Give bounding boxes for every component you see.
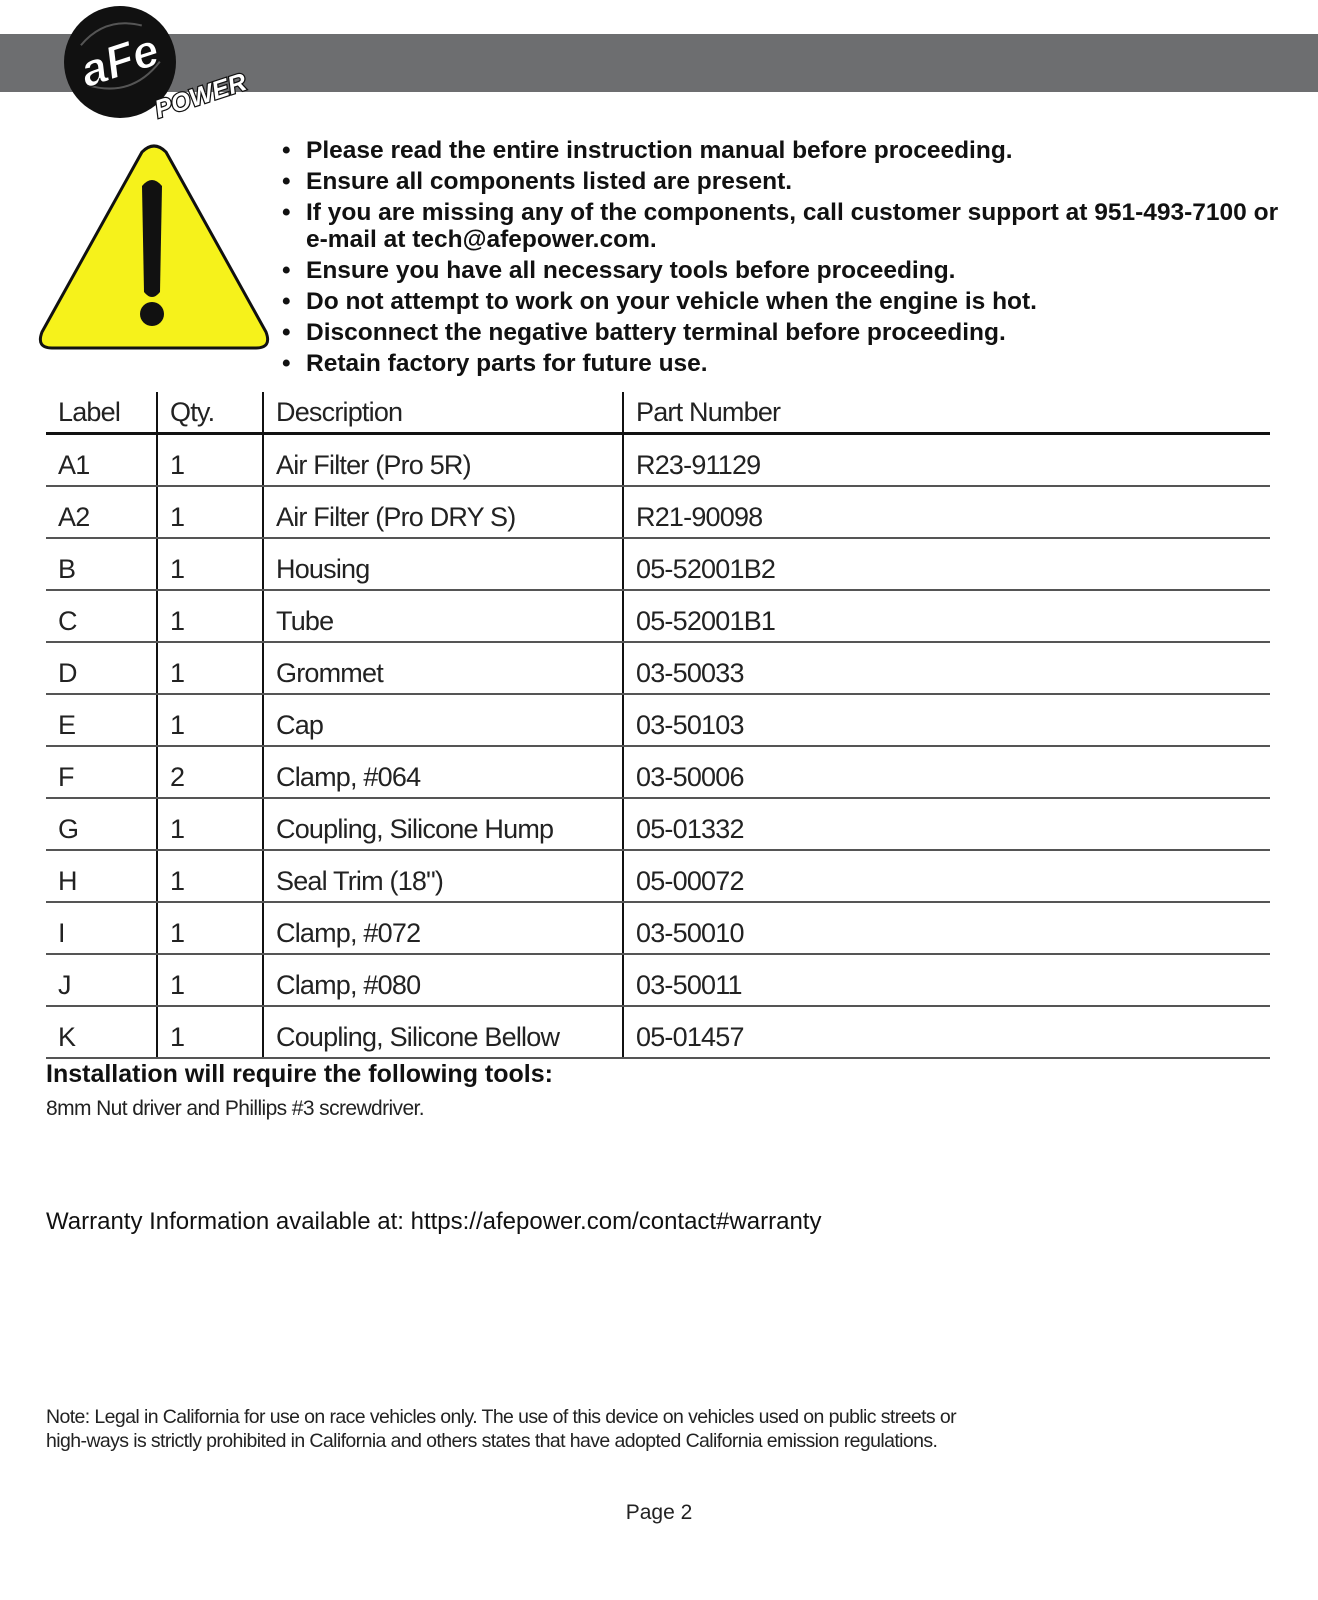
cell-qty: 1 [157,954,263,1006]
header-row [46,392,1270,434]
cell-part-number: R23-91129 [623,434,1270,487]
cell-qty: 2 [157,746,263,798]
cell-label: I [46,902,157,954]
cell-description: Clamp, #072 [263,902,623,954]
notice-item: • Retain factory parts for future use. [282,350,1292,377]
cell-qty: 1 [157,434,263,487]
table-row [46,746,1270,798]
cell-label: G [46,798,157,850]
cell-label: F [46,746,157,798]
cell-qty: 1 [157,694,263,746]
cell-qty: 1 [157,902,263,954]
cell-part-number: 05-01332 [623,798,1270,850]
table-row [46,1006,1270,1058]
cell-part-number: 03-50103 [623,694,1270,746]
table-row [46,850,1270,902]
table-row [46,486,1270,538]
cell-label: D [46,642,157,694]
logo-subtext: POWER [151,67,250,124]
cell-qty: 1 [157,590,263,642]
warranty-info: Warranty Information available at: https://afepower.com/contact#warranty [46,1208,822,1235]
cell-part-number: R21-90098 [623,486,1270,538]
column-header-label: Label [46,392,157,434]
notice-item: • Please read the entire instruction manual before proceeding. [282,137,1292,164]
table-row [46,902,1270,954]
cell-part-number: 03-50010 [623,902,1270,954]
cell-label: E [46,694,157,746]
cell-part-number: 03-50011 [623,954,1270,1006]
tools-heading: Installation will require the following tools: [46,1060,553,1088]
cell-qty: 1 [157,850,263,902]
tools-list-text: 8mm Nut driver and Phillips #3 screwdriver. [46,1097,425,1120]
cell-description: Clamp, #064 [263,746,623,798]
parts-table-header [46,392,1270,434]
cell-label: A1 [46,434,157,487]
cell-description: Tube [263,590,623,642]
cell-qty: 1 [157,538,263,590]
afe-power-logo [58,4,258,126]
cell-part-number: 05-00072 [623,850,1270,902]
table-row [46,694,1270,746]
cell-qty: 1 [157,798,263,850]
notice-item: • Ensure all components listed are present. [282,168,1292,195]
safety-notice-list [282,137,1292,381]
cell-part-number: 05-52001B1 [623,590,1270,642]
table-row [46,590,1270,642]
cell-qty: 1 [157,1006,263,1058]
table-row [46,798,1270,850]
page-number: Page 2 [625,1501,693,1524]
notice-item: • Ensure you have all necessary tools before proceeding. [282,257,1292,284]
legal-note: Note: Legal in California for use on race vehicles only. The use of this device on vehicles used on public streets or high-ways is strictly prohibited in California and others states that have adopted California emission regulations. [46,1406,957,1452]
table-row [46,954,1270,1006]
cell-label: K [46,1006,157,1058]
cell-label: C [46,590,157,642]
logo-wordmark: aFe [73,23,166,98]
logo-graphic [58,4,258,126]
cell-description: Clamp, #080 [263,954,623,1006]
cell-description: Coupling, Silicone Bellow [263,1006,623,1058]
cell-description: Seal Trim (18") [263,850,623,902]
table-row [46,538,1270,590]
cell-part-number: 03-50006 [623,746,1270,798]
cell-label: J [46,954,157,1006]
column-header-description: Description [263,392,623,434]
parts-table-body [46,434,1270,1059]
table-row [46,642,1270,694]
column-header-qty: Qty. [157,392,263,434]
cell-qty: 1 [157,486,263,538]
cell-description: Air Filter (Pro DRY S) [263,486,623,538]
column-header-part-number: Part Number [623,392,1270,434]
cell-description: Grommet [263,642,623,694]
notice-item: • Do not attempt to work on your vehicle when the engine is hot. [282,288,1292,315]
cell-description: Housing [263,538,623,590]
notice-item: • Disconnect the negative battery terminal before proceeding. [282,319,1292,346]
cell-label: H [46,850,157,902]
cell-label: A2 [46,486,157,538]
cell-part-number: 03-50033 [623,642,1270,694]
cell-label: B [46,538,157,590]
notice-item: • If you are missing any of the components, call customer support at 951-493-7100 or e-mail at tech@afepower.com. [282,199,1292,253]
warning-icon [34,142,274,357]
cell-part-number: 05-52001B2 [623,538,1270,590]
table-row [46,434,1270,487]
cell-part-number: 05-01457 [623,1006,1270,1058]
cell-description: Air Filter (Pro 5R) [263,434,623,487]
parts-table [46,392,1270,1059]
cell-qty: 1 [157,642,263,694]
cell-description: Coupling, Silicone Hump [263,798,623,850]
cell-description: Cap [263,694,623,746]
